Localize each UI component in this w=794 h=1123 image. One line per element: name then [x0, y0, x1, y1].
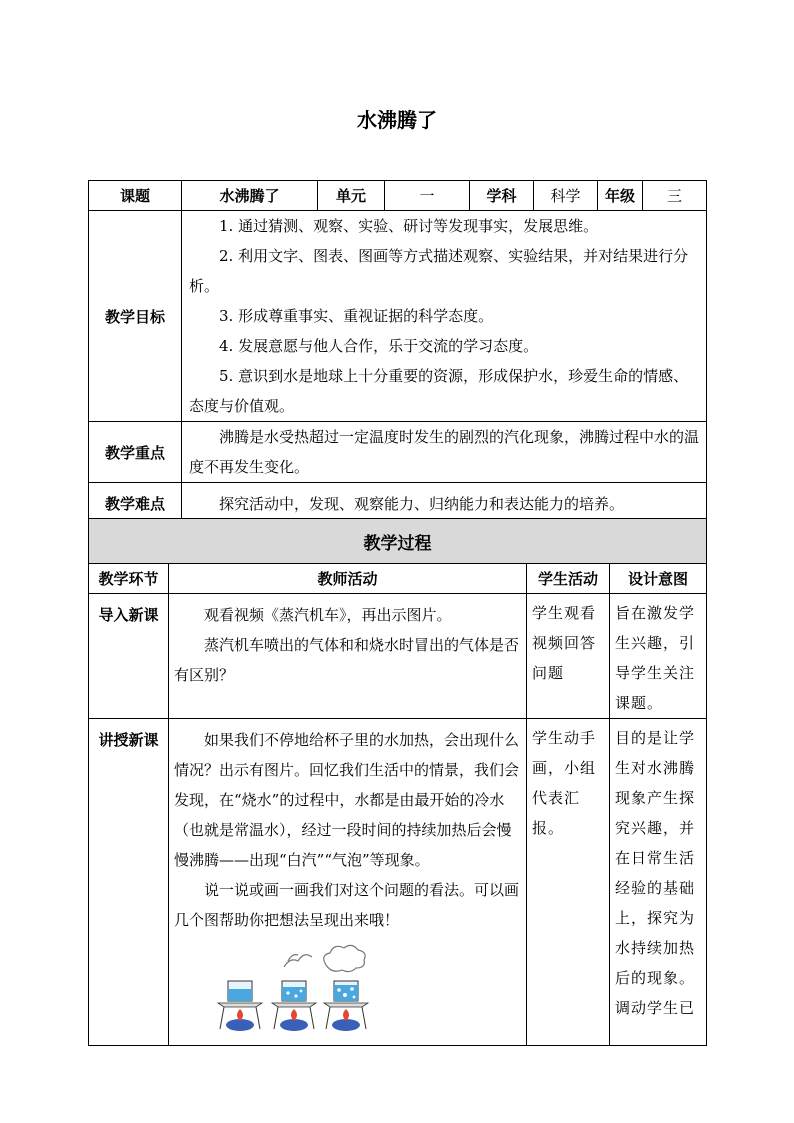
topic-label: 课题 — [89, 181, 182, 211]
teacher-paragraph: 说一说或画一画我们对这个问题的看法。可以画几个图帮助你把想法呈现出来哦！ — [174, 881, 520, 929]
goal-item: 4. 发展意愿与他人合作，乐于交流的学习态度。 — [219, 337, 539, 355]
difficulty-label: 教学难点 — [89, 483, 182, 525]
goals-label: 教学目标 — [89, 211, 182, 422]
header-student: 学生活动 — [527, 564, 610, 594]
teacher-paragraph: 蒸汽机车喷出的气体和和烧水时冒出的气体是否有区别？ — [174, 636, 520, 684]
teacher-activity-intro — [169, 594, 527, 719]
teacher-paragraph: 如果我们不停地给杯子里的水加热，会出现什么情况？出示有图片。回忆我们生活中的情景，我们会发现，在“烧水”的过程中，水都是由最开始的冷水（也就是常温水），经过一段时间的持续加热后会慢慢沸腾——出现“白汽”“气泡”等现象。 — [174, 731, 520, 869]
goal-item: 3. 形成尊重事实、重视证据的科学态度。 — [219, 307, 494, 325]
stage-intro: 导入新课 — [89, 594, 169, 719]
subject-value: 科学 — [534, 181, 598, 211]
design-intent-teaching: 目的是让学生对水沸腾现象产生探究兴趣，并在日常生活经验的基础上，探究为水持续加热后的现象。调动学生已 — [610, 719, 707, 1046]
unit-label: 单元 — [318, 181, 385, 211]
key-point-label: 教学重点 — [89, 422, 182, 483]
document-title: 水沸腾了 — [357, 108, 437, 132]
unit-value: 一 — [385, 181, 470, 211]
student-activity-intro: 学生观看视频回答问题 — [527, 594, 610, 719]
process-title: 教学过程 — [89, 519, 707, 564]
beaker-3 — [324, 981, 368, 1031]
difficulty-text: 探究活动中，发现、观察能力、归纳能力和表达能力的培养。 — [219, 494, 625, 513]
goals-list — [182, 211, 707, 422]
key-point-text: 沸腾是水受热超过一定温度时发生的剧烈的汽化现象，沸腾过程中水的温度不再发生变化。 — [189, 428, 700, 476]
beaker-1 — [218, 981, 262, 1031]
goal-item: 2. 利用文字、图表、图画等方式描述观察、实验结果，并对结果进行分析。 — [189, 247, 689, 295]
topic-value: 水沸腾了 — [182, 181, 318, 211]
student-activity-teaching: 学生动手画，小组代表汇报。 — [527, 719, 610, 1046]
design-intent-intro: 旨在激发学生兴趣，引导学生关注课题。 — [610, 594, 707, 719]
info-table — [88, 180, 707, 525]
header-stage: 教学环节 — [89, 564, 169, 594]
header-design: 设计意图 — [610, 564, 707, 594]
teacher-paragraph: 观看视频《蒸汽机车》，再出示图片。 — [204, 606, 452, 624]
beaker-2 — [272, 981, 316, 1031]
goal-item: 1. 通过猜测、观察、实验、研讨等发现事实，发展思维。 — [219, 217, 599, 235]
boiling-beakers-illustration — [174, 935, 522, 1045]
goal-item: 5. 意识到水是地球上十分重要的资源，形成保护水，珍爱生命的情感、态度与价值观。 — [189, 367, 689, 415]
header-teacher: 教师活动 — [169, 564, 527, 594]
grade-label: 年级 — [598, 181, 643, 211]
teacher-activity-teaching — [169, 719, 527, 1046]
subject-label: 学科 — [470, 181, 534, 211]
grade-value: 三 — [643, 181, 707, 211]
process-table — [88, 518, 707, 1046]
stage-teaching: 讲授新课 — [89, 719, 169, 1046]
